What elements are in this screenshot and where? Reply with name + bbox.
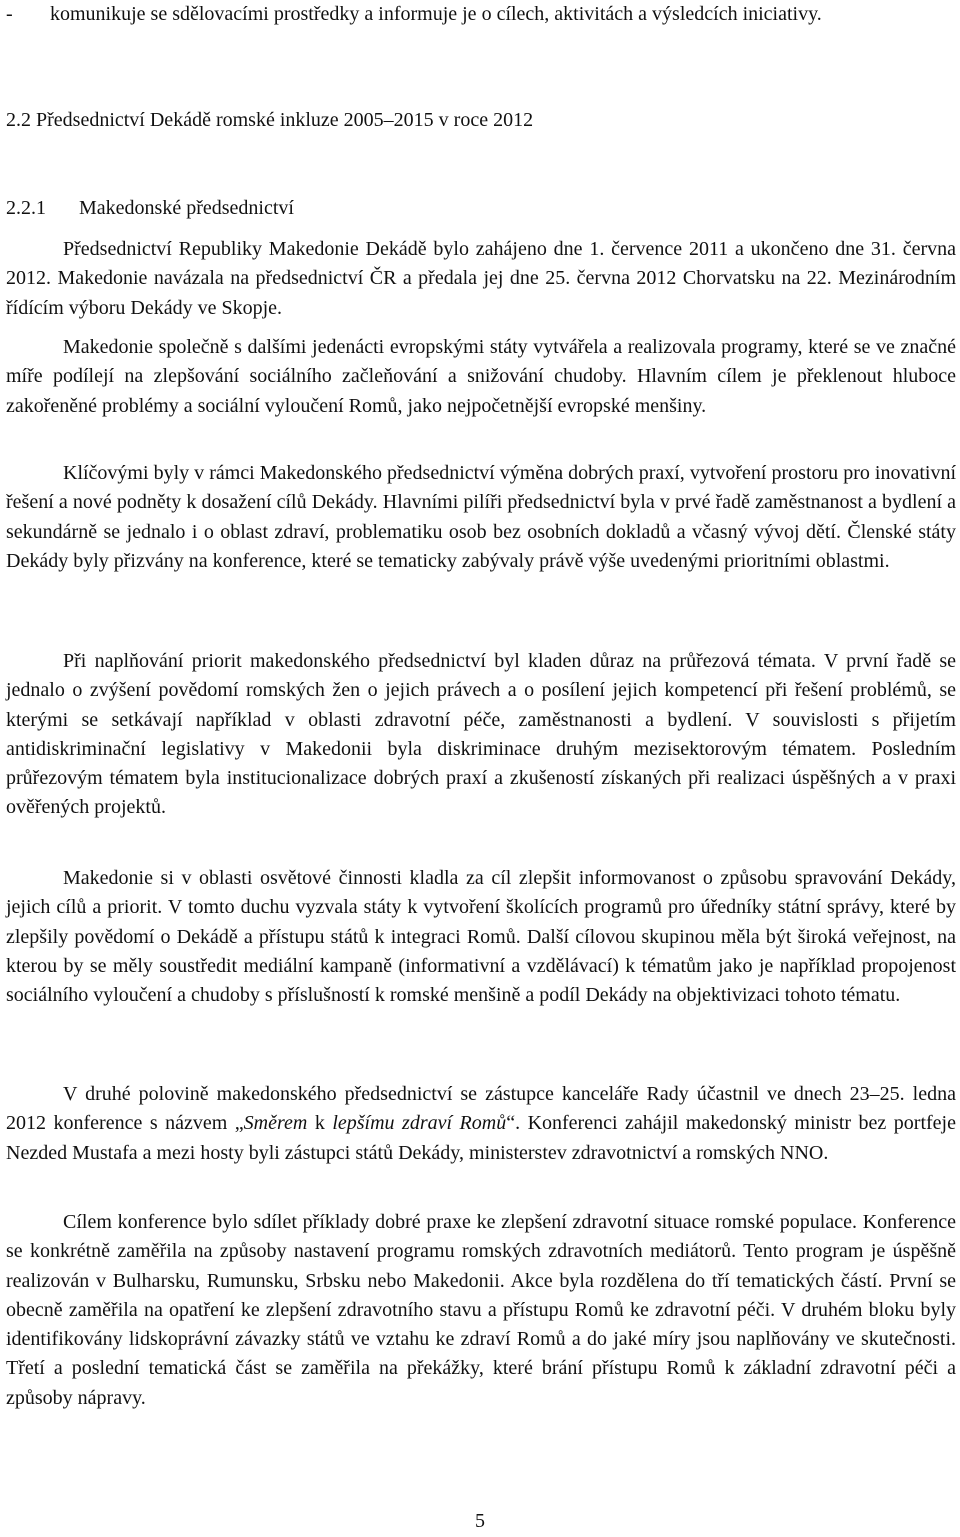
conference-text-after: “. Konferenci zahájil makedonský ministr bez portfeje Nezded Mustafa a mezi hosty byli zástupci států Dekády, ministerstev zdravotnictví a romských NNO. (6, 1112, 956, 1164)
conference-title-part-2: lepšímu zdraví Romů (332, 1112, 507, 1135)
paragraph-2: Makedonie společně s dalšími jedenácti evropskými státy vytvářela a realizovala programy, které se ve značné míře podílejí na zlepšování sociálního začleňování a snižování chudoby. Hlavním cílem je překlenout hluboce zakořeněné problémy a sociální vyloučení Romů, jako nejpočetnější evropské menšiny. (6, 336, 956, 417)
paragraph-7: Cílem konference bylo sdílet příklady dobré praxe ke zlepšení zdravotní situace romské populace. Konference se konkrétně zaměřila na způsoby nastavení programu romských zdravotních mediátorů. Tento program je úspěšně realizován v Bulharsku, Rumunsku, Srbsku nebo Makedonii. Akce byla rozdělena do tří tematických částí. První se obecně zaměřila na opatření ke zlepšení zdravotního stavu a přístupu Romů ke zdravotní péči. V druhém bloku byly identifikovány lidskoprávní závazky států ve vztahu ke zdraví Romů a do jaké míry jsou naplňovány ve skutečnosti. Třetí a poslední tematická část se zaměřila na překážky, které brání přístupu Romů k základní zdravotní péči a způsoby nápravy. (6, 1211, 956, 1409)
paragraph-1: Předsednictví Republiky Makedonie Dekádě bylo zahájeno dne 1. července 2011 a ukončeno dne 31. června 2012. Makedonie navázala na předsednictví ČR a předala jej dne 25. června 2012 Chorvatsku na 22. Mezinárodním řídícím výboru Dekády ve Skopje. (6, 238, 956, 319)
conference-text-before: V druhé polovině makedonského předsednictví se zástupce kanceláře Rady účastnil ve dnech 23–25. ledna 2012 konference s názvem „ (6, 1083, 956, 1135)
subsection-heading (6, 194, 294, 223)
paragraph-6 (6, 1080, 956, 1168)
conference-text-middle: k (307, 1112, 333, 1135)
conference-title-part-1: Směrem (243, 1112, 308, 1135)
bullet-item (6, 0, 956, 29)
bullet-text: komunikuje se sdělovacími prostředky a informuje je o cílech, aktivitách a výsledcích iniciativy. (50, 3, 822, 25)
paragraph-5: Makedonie si v oblasti osvětové činnosti kladla za cíl zlepšit informovanost o způsobu spravování Dekády, jejich cílů a priorit. V tomto duchu vyzvala státy k vytvoření školících programů pro úředníky státní správy, které by zlepšily povědomí o Dekádě a přístupu států k integraci Romů. Další cílovou skupinou měla být široká veřejnost, na kterou by se měly soustředit mediální kampaně (informativní a vzdělávací) k tématům jako je například propojenost sociálního vyloučení a chudoby s příslušností k romské menšině a podíl Dekády na objektivizaci tohoto tématu. (6, 867, 956, 1007)
bullet-dash: - (6, 3, 13, 25)
subsection-number: 2.2.1 (6, 197, 46, 219)
paragraph-4: Při naplňování priorit makedonského předsednictví byl kladen důraz na průřezová témata. V první řadě se jednalo o zvýšení povědomí romských žen o jejich právech a o posílení jejich kompetencí při řešení problémů, se kterými se setkávají například v oblasti zdravotní péče, zaměstnanosti a bydlení. V souvislosti s přijetím antidiskriminační legislativy v Makedonii byla diskriminace druhým mezisektorovým tématem. Posledním průřezovým tématem byla institucionalizace dobrých praxí a zkušeností získaných při realizaci úspěšných a v praxi ověřených projektů. (6, 650, 956, 819)
paragraph-3: Klíčovými byly v rámci Makedonského předsednictví výměna dobrých praxí, vytvoření prostoru pro inovativní řešení a nové podněty k dosažení cílů Dekády. Hlavními pilíři předsednictví byla v prvé řadě zaměstnanost a bydlení a sekundárně se jednalo i o oblast zdraví, problematiku osob bez osobních dokladů a včasný vývoj dětí. Členské státy Dekády byly přizvány na konference, které se tematicky zabývaly právě výše uvedenými prioritními oblastmi. (6, 462, 956, 572)
section-heading: 2.2 Předsednictví Dekádě romské inkluze 2005–2015 v roce 2012 (6, 109, 534, 131)
subsection-title: Makedonské předsednictví (79, 197, 294, 219)
page-number: 5 (475, 1510, 485, 1532)
